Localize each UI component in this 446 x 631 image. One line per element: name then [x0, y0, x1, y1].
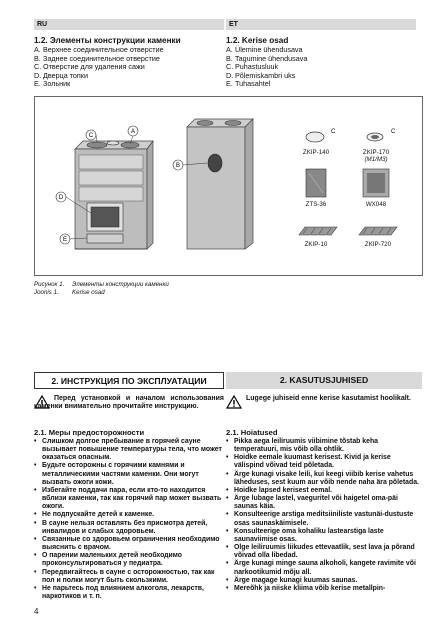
heater-back-view — [187, 119, 253, 249]
label-zkip140: ZKIP-140 — [302, 149, 330, 156]
list-item: • Konsulteerige arstiga meditsiiniliste vastunäi-dustuste osas saunaskäimisele. — [226, 511, 422, 527]
list-item: • В сауне нельзя оставлять без присмотра детей, инвалидов и слабых здоровьем. — [34, 520, 222, 536]
list-item: E. Зольник — [34, 79, 71, 89]
list-item: • Ärge magage kunagi kuumas saunas. — [226, 577, 422, 585]
list-item: D. Дверца топки — [34, 70, 88, 80]
list-item: • Не подпускайте детей к каменке. — [34, 511, 222, 519]
list-item: • Слишком долгое пребывание в горячей сауне вызывает повышение температуры тела, что может оказаться опасным. — [34, 438, 222, 462]
callout-c: C — [88, 133, 94, 139]
callout-e: E — [62, 237, 68, 243]
list-item: D. Põlemiskambri uks — [226, 70, 296, 80]
list-item: • Передвигайтесь в сауне с осторожностью, так как пол и полки могут быть скользкими. — [34, 569, 222, 585]
label-zkip720: ZKIP-720 — [364, 241, 392, 248]
list-item: A. Ülemine ühendusava — [226, 45, 303, 54]
parts-list-ru — [34, 46, 224, 89]
list-item: • Hoidke lapsed kerisest eemal. — [226, 487, 422, 495]
precautions-list-ru — [34, 438, 222, 601]
figure-1 — [34, 96, 423, 276]
list-item: • Konsulteerige oma kohaliku lastearstiga laste saunaviimise osas. — [226, 528, 422, 544]
accessory-zkip10 — [299, 227, 337, 235]
list-item: • Связанные со здоровьем ограничения необходимо выяснить с врачом. — [34, 536, 222, 552]
heater-front-view — [75, 141, 153, 249]
warning-icon — [226, 395, 242, 409]
list-item: B. Заднее соединительное отверстие — [34, 53, 160, 63]
accessory-zkip720 — [359, 227, 397, 235]
precautions-list-et — [226, 438, 422, 593]
label-zts36: ZTS-36 — [305, 201, 327, 208]
accessory-zkip170 — [367, 129, 396, 141]
lang-tag-ru: RU — [34, 19, 224, 30]
section-title-et: 1.2. Kerise osad — [226, 36, 289, 45]
list-item: • Ärge lubage lastel, vaeguritel või haigetel oma-päi saunas käia. — [226, 495, 422, 511]
callout-b: B — [175, 163, 181, 169]
label-wx048: WX048 — [365, 201, 387, 208]
page-number: 4 — [34, 607, 39, 616]
accessory-wx048 — [363, 169, 389, 197]
list-item: • Olge leiliruumis liikudes ettevaatlik, sest lava ja põrand võivad olla libedad. — [226, 544, 422, 560]
warning-text-ru: Перед установкой и началом использования каменки внимательно прочитайте инструкцию. — [34, 395, 224, 411]
subsection-title-et: 2.1. Hoiatused — [226, 428, 278, 437]
list-item: • Ärge kunagi visake leili, kui keegi viibib kerise vahetus läheduses, sest kuum aur võib nende naha ära põletada. — [226, 471, 422, 487]
accessory-zts36 — [306, 169, 326, 197]
lang-tag-et: ET — [226, 19, 416, 30]
list-item: • Mereõhk ja niiske kliima võib kerise metallpin- — [226, 585, 422, 593]
list-item: • Будьте осторожны с горячими камнями и металлическими частями каменки. Они могут вызвать ожоги кожи. — [34, 462, 222, 486]
list-item: A. Верхнее соединительное отверстие — [34, 45, 164, 54]
label-zkip170-sub: (M1/M3) — [364, 156, 388, 163]
warning-text-et: Lugege juhiseid enne kerise kasutamist hoolikalt. — [246, 395, 411, 402]
list-item: • Избегайте поддачи пара, если кто-то находится вблизи каменки, так как горячий пар может вызвать ожоги. — [34, 487, 222, 511]
svg-text:C: C — [331, 129, 336, 135]
list-item: • Не парьтесь под влиянием алкоголя, лекарств, наркотиков и т. п. — [34, 585, 222, 601]
accessory-zkip140 — [306, 129, 336, 142]
label-zkip170: ZKIP-170 — [362, 149, 390, 156]
list-item: E. Tuhasahtel — [226, 79, 271, 89]
parts-list-et — [226, 46, 416, 89]
callout-d: D — [58, 195, 64, 201]
section-title-ru: 1.2. Элементы конструкции каменки — [34, 36, 181, 45]
banner-ru: 2. ИНСТРУКЦИЯ ПО ЭКСПЛУАТАЦИИ — [34, 372, 224, 389]
figure-caption: Рисунок 1. Элементы конструкции каменки Joonis 1. Kerise osad — [34, 281, 169, 296]
heater-illustration — [35, 97, 422, 275]
list-item: • Ärge kunagi minge sauna alkoholi, kangete ravimite või narkootikumid mõju all. — [226, 560, 422, 576]
list-item: • Pikka aega leiliruumis viibimine tõstab keha temperatuuri, mis võib olla ohtlik. — [226, 438, 422, 454]
subsection-title-ru: 2.1. Меры предосторожности — [34, 428, 145, 437]
list-item: • Hoidke eemale kuumast kerisest. Kivid ja kerise välispind võivad teid põletada. — [226, 454, 422, 470]
banner-et: 2. KASUTUSJUHISED — [226, 372, 422, 389]
svg-text:C: C — [391, 129, 396, 135]
list-item: B. Tagumine ühendusava — [226, 53, 308, 63]
list-item: • О парении маленьких детей необходимо проконсультироваться у педиатра. — [34, 552, 222, 568]
list-item: C. Отверстие для удаления сажи — [34, 62, 145, 72]
callout-a: A — [130, 129, 136, 135]
label-zkip10: ZKIP-10 — [304, 241, 328, 248]
list-item: C. Puhastusluuk — [226, 62, 279, 72]
